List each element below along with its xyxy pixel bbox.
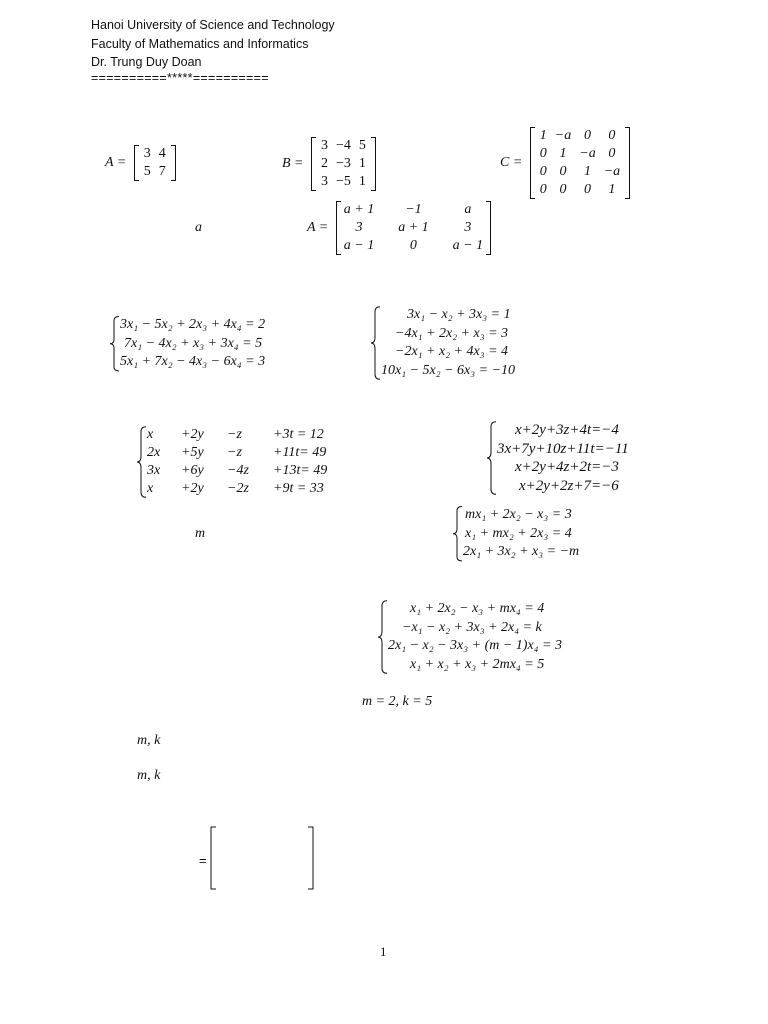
left-brace — [487, 421, 497, 495]
term: +3t = 12 — [273, 427, 324, 442]
matrix-cell: a + 1 — [343, 202, 375, 217]
matrix-cell: 3 — [321, 138, 328, 153]
page-number: 1 — [380, 944, 387, 959]
matrix-cell: 0 — [559, 182, 567, 197]
left-brace — [453, 506, 463, 562]
term: −2z — [227, 481, 249, 496]
equation: 2x₁ + 3x₂ + x₃ = −m — [463, 544, 580, 559]
equation: mx₁ + 2x₂ − x₃ = 3 — [465, 507, 572, 522]
system-3-table — [147, 426, 333, 498]
matrix-c-label: C = — [500, 155, 523, 170]
param-mk-2: m, k — [137, 768, 161, 783]
left-brace — [371, 306, 381, 380]
equation: 5x₁ + 7x₂ − 4x₃ − 6x₄ = 3 — [120, 354, 266, 369]
matrix-cell: 0 — [559, 164, 567, 179]
equation: 3x₁ − 5x₂ + 2x₃ + 4x₄ = 2 — [120, 317, 266, 332]
term: +6y — [181, 463, 204, 478]
matrix-b-table — [317, 137, 370, 191]
matrix-b — [282, 137, 376, 191]
matrix-cell: 5 — [358, 138, 366, 153]
faculty-name: Faculty of Mathematics and Informatics — [91, 37, 309, 51]
term: 2x — [147, 445, 161, 460]
system-2 — [371, 306, 515, 380]
term: −z — [227, 427, 242, 442]
matrix-cell: 0 — [608, 146, 616, 161]
matrix-cell: 1 — [559, 146, 567, 161]
matrix-a2-label: A = — [307, 220, 329, 235]
matrix-cell: −5 — [336, 174, 351, 189]
matrix-cell: −1 — [405, 202, 422, 217]
matrix-cell: 0 — [539, 164, 547, 179]
matrix-c-body — [530, 127, 630, 199]
equation: x+2y+2z+7=−6 — [519, 477, 619, 494]
left-brace — [378, 600, 388, 674]
param-m: m — [195, 526, 206, 541]
matrix-cell: 3 — [321, 174, 328, 189]
matrix-cell: 0 — [608, 128, 616, 143]
separator-line: ==========*****========== — [91, 71, 269, 85]
matrix-a-label: A = — [105, 155, 127, 170]
matrix-cell: 1 — [539, 128, 547, 143]
matrix-cell: 0 — [539, 146, 547, 161]
matrix-cell: 1 — [583, 164, 591, 179]
matrix-cell: a + 1 — [398, 220, 429, 235]
empty-matrix-brackets — [210, 826, 314, 890]
equation: x+2y+3z+4t=−4 — [515, 422, 619, 438]
matrix-cell: 1 — [358, 174, 366, 189]
matrix-c-table — [536, 127, 624, 199]
matrix-cell: 4 — [158, 146, 166, 161]
term: +9t = 33 — [273, 481, 324, 496]
equals-sign: = — [199, 853, 207, 868]
term: +2y — [181, 427, 204, 442]
matrix-a2-body — [336, 201, 491, 255]
system-6 — [378, 600, 562, 674]
matrix-a2-table — [342, 201, 485, 255]
matrix-cell: −a — [579, 146, 596, 161]
term: −4z — [227, 463, 249, 478]
matrix-cell: 3 — [464, 220, 472, 235]
equation: x+2y+4z+2t=−3 — [515, 459, 619, 475]
matrix-cell: 7 — [158, 164, 166, 179]
matrix-b-body — [311, 137, 376, 191]
system-1 — [110, 316, 265, 372]
author-name: Dr. Trung Duy Doan — [91, 55, 202, 69]
system-5 — [453, 506, 579, 562]
term: +13t= 49 — [273, 463, 328, 478]
term: −z — [227, 445, 242, 460]
matrix-cell: 5 — [143, 164, 151, 179]
matrix-cell: −a — [554, 128, 572, 143]
equation: x₁ + mx₂ + 2x₃ = 4 — [465, 525, 572, 541]
term: x — [147, 427, 154, 442]
param-mk-1: m, k — [137, 733, 161, 748]
matrix-cell: −4 — [336, 138, 351, 153]
term: +2y — [181, 481, 204, 496]
matrix-cell: a — [464, 202, 472, 217]
condition-values: m = 2, k = 5 — [362, 694, 433, 709]
equation: 2x₁ − x₂ − 3x₃ + (m − 1)x₄ = 3 — [388, 638, 562, 653]
matrix-cell: 0 — [583, 128, 591, 143]
matrix-cell: 3 — [355, 220, 363, 235]
term: 3x — [147, 463, 161, 478]
left-brace — [137, 426, 147, 498]
equation: 3x₁ − x₂ + 3x₃ = 1 — [407, 307, 511, 322]
empty-matrix — [210, 826, 314, 890]
matrix-cell: 0 — [539, 182, 547, 197]
matrix-cell: 1 — [358, 156, 366, 171]
param-a: a — [195, 220, 202, 235]
equation: −2x₁ + x₂ + 4x₃ = 4 — [395, 344, 509, 359]
equation: x₁ + x₂ + x₃ + 2mx₄ = 5 — [410, 656, 545, 672]
matrix-cell: a − 1 — [452, 238, 484, 253]
equation: x₁ + 2x₂ − x₃ + mx₄ = 4 — [410, 601, 545, 616]
equation: 7x₁ − 4x₂ + x₃ + 3x₄ = 5 — [124, 335, 263, 351]
equation: 3x+7y+10z+11t=−11 — [497, 440, 629, 457]
matrix-a-param — [307, 201, 491, 255]
matrix-cell: −3 — [336, 156, 351, 171]
matrix-a-body — [134, 145, 176, 181]
matrix-cell: a − 1 — [343, 238, 375, 253]
matrix-c — [500, 127, 630, 199]
term: +5y — [181, 445, 204, 460]
matrix-a-2x2 — [105, 145, 176, 181]
term: x — [147, 481, 154, 496]
university-name: Hanoi University of Science and Technology — [91, 18, 335, 32]
matrix-cell: 2 — [321, 156, 328, 171]
term: +11t= 49 — [273, 445, 327, 460]
matrix-cell: 0 — [583, 182, 591, 197]
system-3 — [137, 426, 333, 498]
matrix-b-label: B = — [282, 156, 304, 171]
matrix-cell: 0 — [409, 238, 417, 253]
left-brace — [110, 316, 120, 372]
matrix-cell: 3 — [143, 146, 151, 161]
matrix-cell: −a — [603, 164, 621, 179]
equation: −4x₁ + 2x₂ + x₃ = 3 — [395, 325, 509, 341]
matrix-a-table — [140, 145, 170, 181]
equation: 10x₁ − 5x₂ − 6x₃ = −10 — [381, 362, 516, 378]
matrix-cell: 1 — [608, 182, 616, 197]
system-4 — [487, 421, 629, 495]
equation: −x₁ − x₂ + 3x₃ + 2x₄ = k — [402, 619, 542, 635]
